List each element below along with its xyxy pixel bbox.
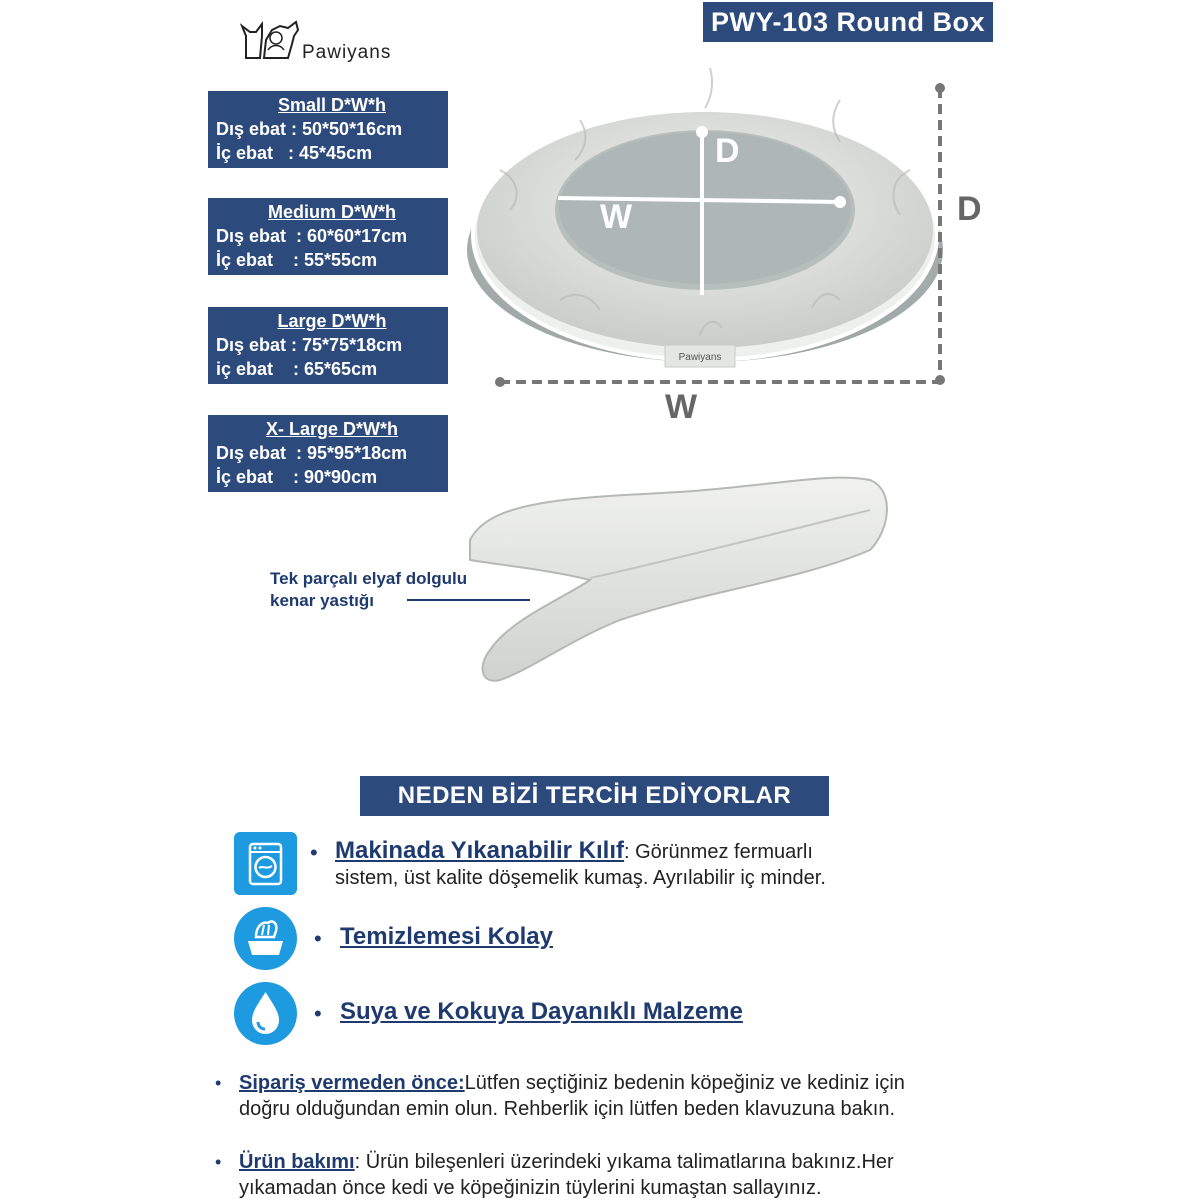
feature-title: Makinada Yıkanabilir Kılıf: [335, 837, 624, 864]
size-box-xlarge: [208, 415, 448, 492]
bullet: •: [215, 1073, 222, 1093]
feature-desc: : Görünmez fermuarlı: [623, 841, 813, 863]
size-outer: Dış ebat : 50*50*16cm: [216, 119, 403, 139]
note-text: : Ürün bileşenleri üzerindeki yıkama talimatlarına bakınız.Her: [354, 1151, 894, 1173]
note-title: Ürün bakımı: [239, 1151, 355, 1173]
brand-logo: [240, 20, 420, 70]
size-title: Large D*W*h: [277, 311, 387, 331]
feature-title: Suya ve Kokuya Dayanıklı Malzeme: [340, 998, 743, 1025]
note-text: Lütfen seçtiğiniz bedenin köpeğiniz ve kediniz için: [464, 1072, 905, 1094]
hand-wash-icon: [234, 907, 297, 970]
bullet: •: [215, 1152, 222, 1172]
size-outer: Dış ebat : 60*60*17cm: [216, 226, 408, 246]
size-outer: Dış ebat : 75*75*18cm: [216, 335, 403, 355]
outer-depth-label: D: [957, 190, 982, 228]
feature-washable: [335, 837, 975, 890]
bullet: •: [310, 840, 318, 865]
pillow-label-line1: Tek parçalı elyaf dolgulu: [270, 569, 468, 588]
bed-tag-text: Pawiyans: [678, 352, 722, 363]
feature-desc-line2: sistem, üst kalite döşemelik kumaş. Ayrılabilir iç minder.: [335, 867, 826, 889]
round-bed-image: [460, 60, 1000, 440]
outer-width-label: W: [665, 388, 698, 426]
section-title: NEDEN BİZİ TERCİH EDİYORLAR: [360, 776, 829, 816]
note-text-line2: doğru olduğundan emin olun. Rehberlik için lütfen beden klavuzuna bakın.: [239, 1098, 896, 1120]
inner-width-label: W: [600, 198, 633, 236]
size-outer: Dış ebat : 95*95*18cm: [216, 443, 408, 463]
bullet: •: [314, 1001, 322, 1026]
pet-logo-icon: [240, 20, 302, 62]
note-title: Sipariş vermeden önce:: [239, 1072, 465, 1094]
pillow-label: [270, 568, 530, 612]
size-inner: iç ebat : 65*65cm: [216, 359, 378, 379]
size-title: Medium D*W*h: [268, 202, 396, 222]
size-inner: İç ebat : 45*45cm: [216, 143, 373, 163]
size-box-small: [208, 91, 448, 168]
size-title: X- Large D*W*h: [265, 419, 398, 439]
size-inner: İç ebat : 55*55cm: [216, 250, 378, 270]
pillow-pointer-line: [407, 599, 530, 601]
bed-diagram: [460, 60, 1000, 440]
brand-name: Pawiyans: [302, 42, 392, 63]
feature-title: Temizlemesi Kolay: [340, 923, 553, 950]
inner-depth-label: D: [715, 132, 740, 170]
note-product-care: [215, 1149, 995, 1201]
note-before-order: [215, 1070, 995, 1122]
size-box-large: [208, 307, 448, 384]
size-box-medium: [208, 198, 448, 275]
water-drop-icon: [234, 982, 297, 1045]
size-title: Small D*W*h: [277, 95, 387, 115]
size-inner: İç ebat : 90*90cm: [216, 467, 378, 487]
product-title: PWY-103 Round Box: [703, 2, 993, 42]
pillow-label-line2: kenar yastığı: [270, 591, 374, 610]
bullet: •: [314, 926, 322, 951]
washing-machine-icon: [234, 832, 297, 895]
note-text-line2: yıkamadan önce kedi ve köpeğinizin tüylerini kumaştan sallayınız.: [239, 1177, 822, 1199]
feature-easy-clean: [340, 923, 553, 951]
feature-water-resistant: [340, 998, 743, 1026]
